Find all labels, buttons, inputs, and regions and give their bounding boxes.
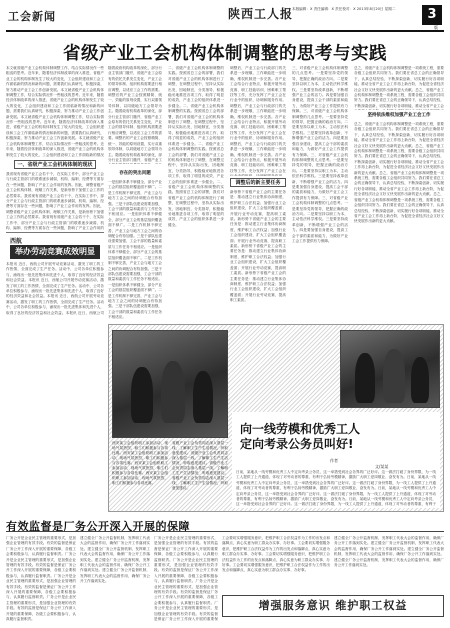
bottom-col-2: 建立健全厂务公开监督机制，发挥职工代表大会的监督作用，确保厂务公开工作落到实处。建立健全厂务公开监督机制，发挥职工代表大会的监督作用，确保厂务公开工作落到实处。建立健全厂务公开监督机制，发挥职工代表大会的监督作用，确保厂务公开工作落到实处。建立健全厂务公开监督机制，发挥职工代表大会的监督作用，确保厂务公开工作落到实处。	[80, 536, 150, 584]
feature-text: 日前，某地从一线劳模和优秀工人中定向考录公务员，这一举措受到社会各界的广泛好评。这一做法打破了身份界限，为一线工人提供了上升通道，体现了对劳动者的尊重，有利于弘扬劳模精神，激励广大职工爱岗敬业、奋发有为。日前，某地从一线劳模和优秀工人中定向考录公务员，这一举措受到社会各界的广泛好评。这一做法打破了身份界限，为一线工人提供了上升通道，体现了对劳动者的尊重，有利于弘扬劳模精神，激励广大职工爱岗敬业、奋发有为。日前，某地从一线劳模和优秀工人中定向考录公务员，这一举措受到社会各界的广泛好评。这一做法打破了身份界限，为一线工人提供了上升通道，体现了对劳动者的尊重，有利于弘扬劳模精神，激励广大职工爱岗敬业、奋发有为。日前，某地从一线劳模和优秀工人中定向考录公务员，这一举措受到社会各界的广泛好评。这一做法打破了身份界限，为一线工人提供了上升通道，体现了对劳动者的尊重，有利于	[236, 470, 436, 506]
article-col-1b: 我省现有省级产业工会若干个，在实际工作中，部分产业工会与行政主管部门的联系逐步减弱，机构、编制、经费等方面存在一些问题，影响了产业工会作用的发挥。因此，调整省级产业工会机构体制，理顺工作关系，是新形势下加强工会工作的必然要求。我省现有省级产业工会若干个，在实际工作中，部分产业工会与行政主管部门的联系逐步减弱，机构、编制、经费等方面存在一些问题，影响了产业工会作用的发挥。因此，调整省级产业工会机构体制，理顺工作关系，是新形势下加强工会工作的必然要求。我省现有省级产业工会若干个，在实际工作中，部分产业工会与行政主管部门的联系逐步减弱，机构、编制、经费等方面存在一些问题，影响了产业工会作用的	[6, 172, 104, 230]
article-col-2: 随着政府机构改革的深化，部分行业主管部门撤并，省级产业工会原有的依托关系发生变化，产业工会的领导体制、组织机构需要进行相应调整，以适应工会工作的需要。调整后的产业工会按照精简、统一、效能的原则设置，实行双重领导体制，以同级地方工会领导为主。随着政府机构改革的深化，部分行业主管部门撤并，省级产业工会原有的依托关系发生变化，产业工会的领导体制、组织机构需要进行相应调整，以适应工会工作的需要。调整后的产业工会按照精简、统一、效能的原则设置，实行双重领导体制，以同级地方工会领导为主。随着政府机构改革的深化，部分行业主管部门撤并，省级产业工	[108, 66, 162, 162]
article-col-4b: 新形势下省级产业工会的主要任务是：推动建立行业集体协商制度，维护职工合法权益；加强行业工会组织建设，扩大工会组织覆盖面；开展行业劳动竞赛，提高职工素质。新形势下省级产业工会的主要任务是：推动建立行业集体协商制度，维护职工合法权益；加强行业工会组织建设，扩大工会组织覆盖面；开展行业劳动竞赛，提高职工素质。新形势下省级产业工会的主要任务是：推动建立行业集体协商制度，维护职工合法权益；加强行业工会组织建设，扩大工会组织覆盖面；开展行业劳动竞赛，提高职工素质。新形势下省级产业工会的主要任务是：推动建立行业集体协商制度，维护职工合法权益；加强行业工会组织建设，扩大工会组织覆盖面；开展行业劳动竞赛，提高职工素质。	[230, 190, 286, 303]
bottom-col-5: 建立健全厂务公开监督机制，发挥职工代表大会的监督作用，确保厂务公开工作落到实处。建立健全厂务公开监督机制，发挥职工代表大会的监督作用，确保厂务公开工作落到实处。建立健全厂务公开监督机制，发挥职工代表大会的监督作用，确保厂务公开工作落到实处。建立健全厂务公开监督机制，发挥职工代表大会的监督作用，确保厂务公开工作落到实处。	[334, 536, 444, 568]
newspaper-masthead: 陕西工人报	[228, 7, 294, 21]
article-col-5: 三、对省级产业工会机构体制调整的几点思考。一是要坚持党的领导，把握正确的政治方向。二是要坚持以职工为本，主动依法科学维权。三是要坚持改革创新，不断增强产业工会的活力。四是要加强自身建设，提高工会干部的素质和能力，为做好产业工会工作提供有力保障。三、对省级产业工会机构体制调整的几点思考。一是要坚持党的领导，把握正确的政治方向。二是要坚持以职工为本，主动依法科学维权。三是要坚持改革创新，不断增强产业工会的活力。四是要加强自身建设，提高工会干部的素质和能力，为做好产业工会工作提供有力保障。三、对省级产业工会机构体制调整的几点思考。一是要坚持党的领导，把握正确的政治方向。二是要坚持以职工为本，主动依法科学维权。三是要坚持改革创新，不断增强产业工会的活力。四是要加强自身建设，提高工会干部的素质和能力，为做好产业工会工作提供有力保障。三、对省级产业工会机构体制调整的几点思考。一是要坚持党的领导，把握正确的政治方向。二是要坚持以职工为本，主动依法科学维权。三是要坚持改革创新，不断增强产业工会的活力。四是要加强自身建设，提高工会干部的素质和能力，为做好产业工会工作提供有力保障。	[292, 66, 348, 243]
bottom-col-1: 厂务公开是企业民主管理的重要形式，是加强企业管理的有效手段。有效的监督是保证厂务公开工作深入开展的重要保障，各级工会要积极参与，认真履行监督职责。厂务公开是企业民主管理的重要形式，是加强企业管理的有效手段。有效的监督是保证厂务公开工作深入开展的重要保障，各级工会要积极参与，认真履行监督职责。厂务公开是企业民主管理的重要形式，是加强企业管理的有效手段。有效的监督是保证厂务公开工作深入开展的重要保障，各级工会要积极参与，认真履行监督职责。厂务公开是企业民主管理的重要形式，是加强企业管理的有效手段。有效的监督是保证厂务公开工作深入开展的重要保障，各级工会要积极参与，认真履行监督职责。	[6, 536, 76, 622]
article-col-6: 总之，省级产业工会机构体制调整是一项系统工程，需要各级工会组织共同努力。我们要在省总工会的正确领导下，认真总结经验，不断探索创新，切实履行好各项职能，推动全省产业工会工作再上新台阶，为促进全省经济社会又好又快发展作出新的更大贡献。总之，省级产业工会机构体制调整是一项系统工程，需要各级工会组织共同努力。我们要在省总工会的正确领导下，认真总结经验，不断探索创新，切实履行好各项职能，推动全省产业工会	[354, 66, 444, 108]
photo-caption-2: 省级产业工会负责同志深入基层一线，了解职工生产生活情况，听取意见建议。省级产业工会负责同志深入基层一线，了解职工生产生活情况，听取意见建议。省级产业工会负责同志深入基层一线，了解职工生产生活情况，听取意见建议。省级产业工会负责同志深入基层一线，了解职工生产生活情况，听取意见建议。	[172, 441, 228, 490]
feature-byline: 作者	[330, 458, 338, 463]
article-col-2b: 一是组织体系不够健全，部分产业工会的基层组织覆盖面不够广。二是工作机制不够完善，产业工会与地方工会之间的协调配合有待加强。三是干部队伍建设需要加强，工会干部的数量和素质与工作任务不相适应。一是组织体系不够健全，部分产业工会的基层组织覆盖面不够广。二是工作机制不够完善，产业工会与地方工会之间的协调配合有待加强。三是干部队伍建设需要加强，工会干部的数量和素质与工作任务不相适应。一是组织体系不够健全，部分产业工会的基层组织覆盖面不够广。二是工作机制不够完善，产业工会与地方工会之间的协调配合有待加强。三是干部队伍建设需要加强，工会干部的数量和素质与工作任务不相适应。一是组织体系不够健全，部分产业工会的基层组织覆盖面不够广。二是工作机制不够完善，产业工会与地方工会之间的协调配合有待加强。三是干部队伍建设需要加强，工会干部的数量和素质与工作任务不相适应。	[108, 180, 162, 320]
side-story-kicker: 西航	[10, 238, 23, 245]
feature-title-line1: 向一线劳模和优秀工人	[240, 422, 361, 436]
section-subhead-1: 一、省级产业工会机构体制的现状	[14, 160, 96, 169]
bottom-col-4: 工会要切实增强服务意识，把维护职工合法权益作为工作的出发点和落脚点，真心实意为职工群众办实事、办好事。工会要切实增强服务意识，把维护职工合法权益作为工作的出发点和落脚点，真心实意为职工群众办实事、办好事。工会要切实增强服务意识，把维护职工合法权益作为工作的出发点和落脚点，真心实意为职工群众办实事、办好事。工会要切实增强服务意识，把维护职工合法权益作为工作的出发点和落脚点，真心实意为职工群众办实事、办好事。	[222, 536, 330, 573]
feature-title	[240, 422, 360, 452]
section-subhead-6: 坚持依法维权加强产业工会工作	[367, 113, 431, 118]
feature-author: 文/某某	[375, 464, 389, 469]
section-subhead-4: 调整后的新主要任务	[230, 178, 286, 187]
article-col-6b: 总之，省级产业工会机构体制调整是一项系统工程，需要各级工会组织共同努力。我们要在省总工会的正确领导下，认真总结经验，不断探索创新，切实履行好各项职能，推动全省产业工会工作再上新台阶，为促进全省经济社会又好又快发展作出新的更大贡献。总之，省级产业工会机构体制调整是一项系统工程，需要各级工会组织共同努力。我们要在省总工会的正确领导下，认真总结经验，不断探索创新，切实履行好各项职能，推动全省产业工会工作再上新台阶，为促进全省经济社会又好又快发展作出新的更大贡献。总之，省级产业工会机构体制调整是一项系统工程，需要各级工会组织共同努力。我们要在省总工会的正确领导下，认真总结经验，不断探索创新，切实履行好各项职能，推动全省产业工会工作再上新台阶，为促进全省经济社会又好又快发展作出新的更大贡献。总之，省级产业工会机构体制调整是一项系统工程，需要各级工会组织共同努力。我们要在省总工会的正确领导下，认真总结经验，不断探索创新，切实履行好各项职能，推动全省产业工会工作再上新台阶，为促进全省经济社会又好又快发展作出新的更大贡献。	[354, 122, 444, 224]
article-col-4: 调整后，产业工会与行政部门的关系进一步理顺，工作职能进一步明确，维权机制进一步完善。各产业工会结合行业特点，积极开展劳动竞赛、职工技能培训、困难职工帮扶等工作，充分发挥了产业工会在行业中的组织、协调和服务作用。调整后，产业工会与行政部门的关系进一步理顺，工作职能进一步明确，维权机制进一步完善。各产业工会结合行业特点，积极开展劳动竞赛、职工技能培训、困难职工帮扶等工作，充分发挥了产业工会在行业中的组织、协调和服务作用。调整后，产业工会与行政部门的关系进一步理顺，工作职能进一步明确，维权机制进一步完善。各产业工会结合行业特点，积极开展劳动竞赛、职工技能培训、困难职工帮扶等工作，充分发挥了产业工会在	[230, 66, 286, 173]
photo-caption-1: 西安某工会组织职工参加活动，现场气氛热烈，职工们积极参与各项比赛。西安某工会组织职工参加活动，现场气氛热烈，职工们积极参与各项比赛。西安某工会组织职工参加活动，现场气氛热烈，职工们积极参与各项比赛。西安某工会组织职工参加活动，现场气氛热烈，职工们积极参与各项比赛。	[112, 441, 168, 485]
page-header	[0, 0, 450, 38]
header-divider	[6, 30, 444, 32]
side-story-title: 举办劳动竞赛成效明显	[10, 245, 100, 259]
main-headline: 省级产业工会机构体制调整的思考与实践	[63, 44, 387, 64]
news-photo-2	[340, 330, 440, 408]
page-number: 3	[422, 5, 442, 25]
bottom-headline: 有效监督是厂务公开深入开展的保障	[6, 520, 190, 533]
article-col-1: 本文就省级产业工会机构体制调整工作，结合实际情况作一些粗浅的思考。近年来，随着经济体制改革的深入推进，省级产业工会的机构体制发生了较大的变化，工会组织建设和工会工作面临新的情况和新的问题，需要我们认真研究，积极探索，努力推动产业工会工作创新发展。本文就省级产业工会机构体制调整工作，结合实际情况作一些粗浅的思考。近年来，随着经济体制改革的深入推进，省级产业工会的机构体制发生了较大的变化，工会组织建设和工会工作面临新的情况和新的问题，需要我们认真研究，积极探索，努力推动产业工会工作创新发展。本文就省级产业工会机构体制调整工作，结合实际情况作一些粗浅的思考。近年来，随着经济体制改革的深入推进，省级产业工会的机构体制发生了较大的变化，工会组织建设和工会工作面临新的情况和新的问题，需要我们认真研究，积极探索，努力推动产业工会工作创新发展。本文就省级产业工会机构体制调整工作，结合实际情况作一些粗浅的思考。近年来，随着经济体制改革的深入推进，省级产业工会的机构体制发生了较大的变化，工会组织建设和工会工作面临新的情况	[6, 66, 104, 157]
page-label: 版	[434, 25, 438, 30]
feature-title-line2: 定向考录公务员叫好!	[240, 437, 354, 451]
bottom-slogan: 增强服务意识 维护职工权益	[258, 599, 408, 612]
side-story-text: 本报讯 近日，西航公司开展劳动竞赛活动，激发了职工的工作热情，全面完成了生产任务。活动中，公司各单位积极参与，涌现出一批先进集体和先进个人，取得了良好的经济效益和社会效益。本报讯 近日，西航公司开展劳动竞赛活动，激发了职工的工作热情，全面完成了生产任务。活动中，公司各单位积极参与，涌现出一批先进集体和先进个人，取得了良好的经济效益和社会效益。本报讯 近日，西航公司开展劳动竞赛活动，激发了职工的工作热情，全面完成了生产任务。活动中，公司各单位积极参与，涌现出一批先进集体和先进个人，取得了良好的经济效益和社会效益。本报讯 近日，西航公司	[6, 262, 104, 315]
bottom-col-3: 厂务公开是企业民主管理的重要形式，是加强企业管理的有效手段。有效的监督是保证厂务公开工作深入开展的重要保障，各级工会要积极参与，认真履行监督职责。厂务公开是企业民主管理的重要形式，是加强企业管理的有效手段。有效的监督是保证厂务公开工作深入开展的重要保障，各级工会要积极参与，认真履行监督职责。厂务公开是企业民主管理的重要形式，是加强企业管理的有效手段。有效的监督是保证厂务公开工作深入开展的重要保障，各级工会要积极参与，认真履行监督职责。厂务公开是企业民主管理的重要形式，是加强企业管理的有效手段。有效的监督是保证厂务公开工作深入开展的重要保	[154, 536, 218, 622]
section-name: 工会新闻	[8, 10, 56, 23]
article-col-3: 二、省级产业工会机构体制调整的实践。按照省总工会的部署，我们对省级产业工会的机构体制进行了调整，在调整过程中，坚持从实际出发，因地制宜，分类指导，积极稳妥地推进各项工作，取得了明显的成效，产业工会的组织体系进一步健全。二、省级产业工会机构体制调整的实践。按照省总工会的部署，我们对省级产业工会的机构体制进行了调整，在调整过程中，坚持从实际出发，因地制宜，分类指导，积极稳妥地推进各项工作，取得了明显的成效，产业工会的组织体系进一步健全。二、省级产业工会机构体制调整的实践。按照省总工会的部署，我们对省级产业工会的机构体制进行了调整，在调整过程中，坚持从实际出发，因地制宜，分类指导，积极稳妥地推进各项工作，取得了明显的成效，产业工会的组织体系进一步健全。二、省级产业工会机构体制调整的实践。按照省总工会的部署，我们对省级产业工会的机构体制进行了调整，在调整过程中，坚持从实际出发，因地制宜，分类指导，积极稳妥地推进各项工作，取得了明显的成效，产业工会的组织体系进一步健全。	[168, 66, 224, 227]
section-subhead-2: 存在的突出问题	[119, 171, 151, 176]
bottom-divider	[6, 531, 444, 532]
issue-info: 本版编辑：X 责任编辑：X 责任校对：X 2013年8月20日 星期二	[292, 7, 396, 11]
news-photo-1	[112, 330, 228, 438]
